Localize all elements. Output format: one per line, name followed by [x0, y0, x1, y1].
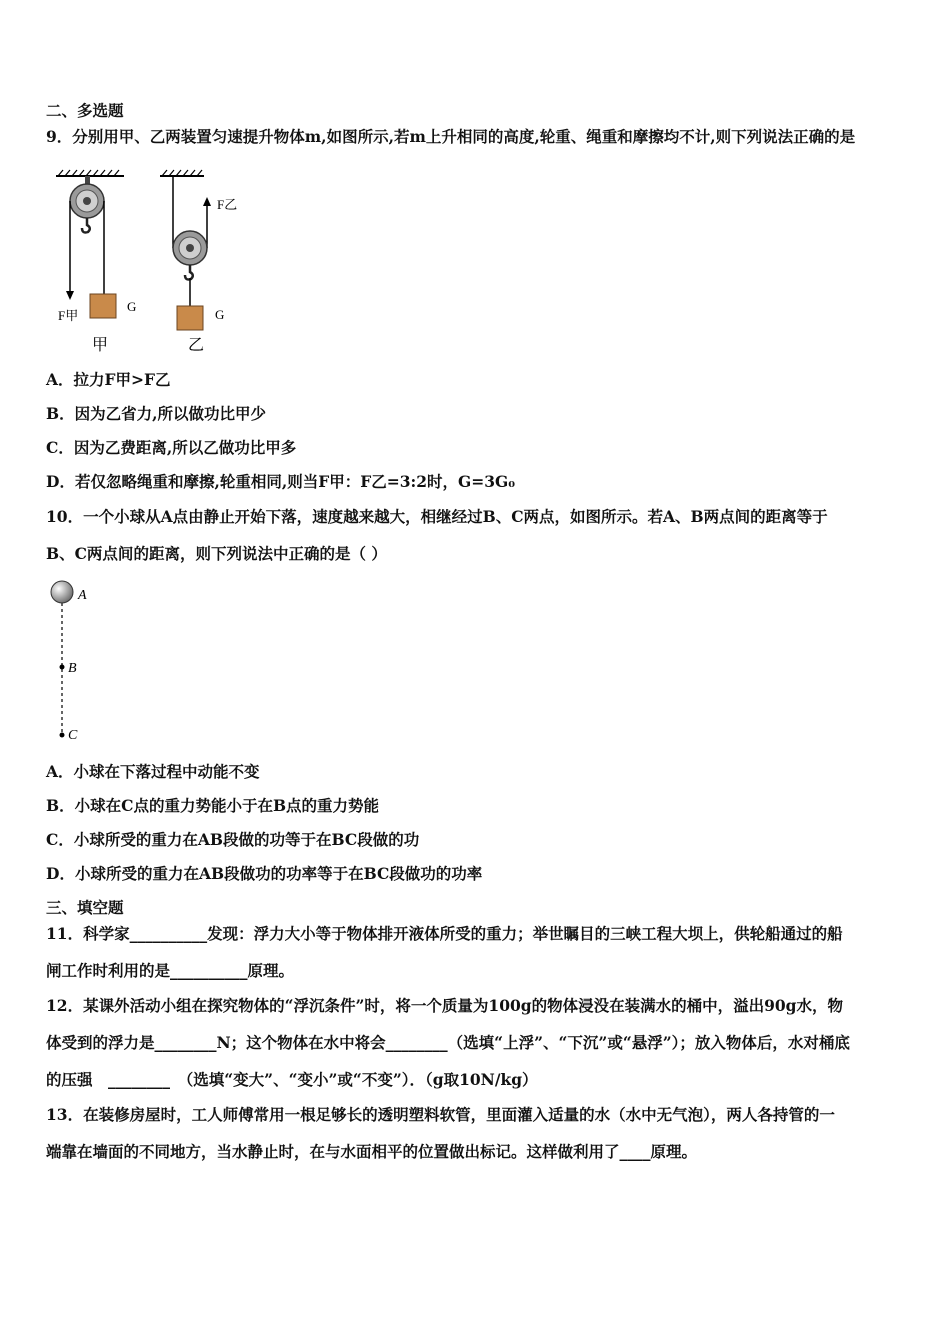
- caption-yi: 乙: [188, 337, 205, 354]
- label-point-b: B: [68, 661, 77, 676]
- q9-option-d: D．若仅忽略绳重和摩擦,轮重相同,则当F甲：F乙=3:2时，G=3G₀: [46, 472, 516, 491]
- q10-option-c: C．小球所受的重力在AB段做的功等于在BC段做的功: [46, 830, 420, 849]
- q11-line1: 11．科学家__________发现：浮力大小等于物体排开液体所受的重力；举世瞩目的三峡工程大坝上，供轮船通过的船: [46, 924, 843, 943]
- label-f-jia: F甲: [58, 308, 79, 323]
- label-point-c: C: [68, 728, 78, 743]
- movable-pulley: [173, 231, 207, 280]
- q10-option-d: D．小球所受的重力在AB段做功的功率等于在BC段做功的功率: [46, 864, 483, 883]
- section-heading-multi-choice: 二、多选题: [46, 101, 124, 120]
- label-g-left: G: [127, 299, 137, 314]
- falling-ball-figure: [44, 575, 104, 747]
- q12-line3: 的压强 ________ （选填“变大”、“变小”或“不变”）．（g取10N/kg）: [46, 1070, 538, 1089]
- q10-stem-line1: 10．一个小球从A点由静止开始下落，速度越来越大，相继经过B、C两点，如图所示。若A、B两点间的距离等于: [46, 507, 828, 526]
- q10-stem-line2: B、C两点间的距离，则下列说法中正确的是（ ）: [46, 544, 387, 563]
- q10-option-a: A．小球在下落过程中动能不变: [46, 762, 260, 781]
- weight-block-left: [90, 294, 116, 318]
- q9-option-a: A．拉力F甲>F乙: [46, 370, 171, 389]
- q9-option-c: C．因为乙费距离,所以乙做功比甲多: [46, 438, 297, 457]
- label-point-a: A: [78, 588, 87, 603]
- label-f-yi: F乙: [217, 197, 238, 212]
- fixed-pulley: [70, 176, 104, 233]
- label-g-right: G: [215, 307, 225, 322]
- point-c-dot: [60, 733, 65, 738]
- q11-line2: 闸工作时利用的是__________原理。: [46, 961, 295, 980]
- q12-line2: 体受到的浮力是________N；这个物体在水中将会________（选填“上浮”、“下沉”或“悬浮”）；放入物体后，水对桶底: [46, 1033, 850, 1052]
- point-b-dot: [60, 665, 65, 670]
- q13-line2: 端靠在墙面的不同地方，当水静止时，在与水面相平的位置做出标记。这样做利用了____原理。: [46, 1142, 698, 1161]
- q9-option-b: B．因为乙省力,所以做功比甲少: [46, 404, 266, 423]
- weight-block-right: [177, 306, 203, 330]
- ceiling-right: [160, 170, 204, 176]
- ball: [51, 581, 73, 603]
- q10-option-b: B．小球在C点的重力势能小于在B点的重力势能: [46, 796, 380, 815]
- caption-jia: 甲: [92, 337, 109, 354]
- q13-line1: 13．在装修房屋时，工人师傅常用一根足够长的透明塑料软管，里面灌入适量的水（水中无气泡），两人各持管的一: [46, 1105, 835, 1124]
- q9-stem: 9．分别用甲、乙两装置匀速提升物体m,如图所示,若m上升相同的高度,轮重、绳重和摩擦均不计,则下列说法正确的是: [46, 127, 856, 146]
- section-heading-fill-blank: 三、填空题: [46, 898, 124, 917]
- q12-line1: 12．某课外活动小组在探究物体的“浮沉条件”时，将一个质量为100g的物体浸没在装满水的桶中，溢出90g水，物: [46, 996, 844, 1015]
- ceiling-left: [56, 170, 124, 176]
- pulley-figure: [52, 168, 252, 358]
